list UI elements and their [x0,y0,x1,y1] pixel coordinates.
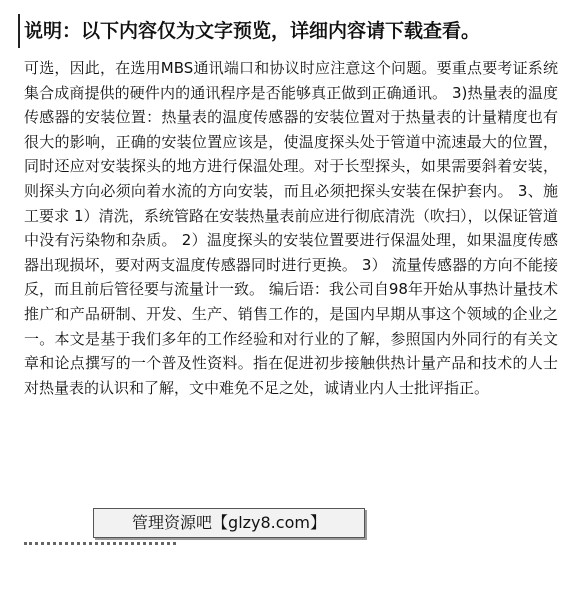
dotted-divider [24,542,176,545]
source-watermark-label: 管理资源吧【glzy8.com】 [93,508,365,538]
preview-notice: 说明：以下内容仅为文字预览，详细内容请下载查看。 [18,14,558,48]
document-body-text: 可选，因此，在选用MBS通讯端口和协议时应注意这个问题。要重点要考证系统集合成商提供的硬件内的通讯程序是否能够真正做到正确通讯。 3)热量表的温度传感器的安装位置：热量表的温度传感器的安装位置对于热量表的计量精度也有很大的影响，正确的安装位置应该是，使温度探头处于管道中流速最大的位置，同时还应对安装探头的地方进行保温处理。对于长型探头，如果需要斜着安装，则探头方向必须向着水流的方向安装，而且必须把探头安装在保护套内。 3、施工要求 1）清洗，系统管路在安装热量表前应进行彻底清洗（吹扫），以保证管道中没有污染物和杂质。 2）温度探头的安装位置要进行保温处理，如果温度传感器出现损坏，要对两支温度传感器同时进行更换。 3） 流量传感器的方向不能接反，而且前后管径要与流量计一致。 编后语：我公司自98年开始从事热计量技术推广和产品研制、开发、生产、销售工作的，是国内早期从事这个领域的企业之一。本文是基于我们多年的工作经验和对行业的了解，参照国内外同行的有关文章和论点撰写的一个普及性资料。指在促进初步接触供热计量产品和技术的人士对热量表的认识和了解，文中难免不足之处，诚请业内人士批评指正。 [24,59,558,397]
